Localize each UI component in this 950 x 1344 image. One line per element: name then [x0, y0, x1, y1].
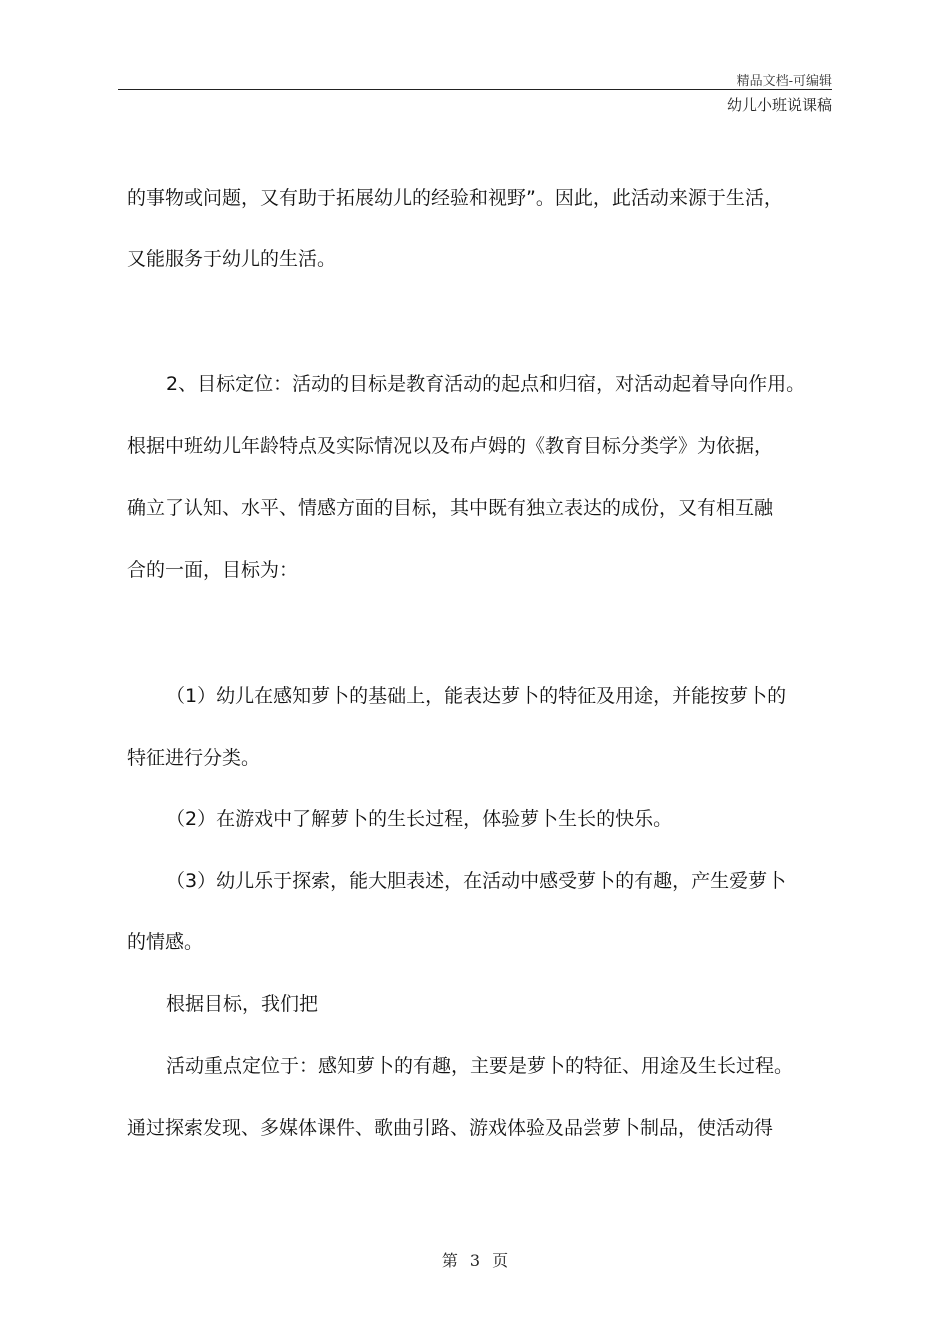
page-footer: [0, 1248, 950, 1271]
body-line: （1）幼儿在感知萝卜的基础上，能表达萝卜的特征及用途，并能按萝卜的: [166, 685, 787, 707]
page-label-prefix: 第: [441, 1251, 458, 1270]
body-line: 2、目标定位：活动的目标是教育活动的起点和归宿，对活动起着导向作用。: [166, 373, 806, 395]
header-note: 精品文档-可编辑: [736, 74, 832, 89]
body-line: 又能服务于幼儿的生活。: [127, 248, 337, 270]
body-line: （2）在游戏中了解萝卜的生长过程，体验萝卜生长的快乐。: [166, 808, 673, 830]
body-line: （3）幼儿乐于探索，能大胆表述，在活动中感受萝卜的有趣，产生爱萝卜: [166, 870, 787, 892]
document-title: 幼儿小班说课稿: [726, 96, 832, 114]
header-divider: [118, 89, 832, 90]
body-line: 通过探索发现、多媒体课件、歌曲引路、游戏体验及品尝萝卜制品，使活动得: [127, 1117, 774, 1139]
body-line: 的情感。: [127, 931, 204, 953]
body-line: 的事物或问题，又有助于拓展幼儿的经验和视野”。因此，此活动来源于生活，: [127, 187, 783, 209]
body-line: 确立了认知、水平、情感方面的目标，其中既有独立表达的成份，又有相互融: [127, 497, 774, 519]
page-number: 3: [469, 1251, 481, 1270]
body-line: 根据中班幼儿年龄特点及实际情况以及布卢姆的《教育目标分类学》为依据，: [127, 435, 774, 457]
body-line: 活动重点定位于：感知萝卜的有趣，主要是萝卜的特征、用途及生长过程。: [166, 1055, 794, 1077]
page-label-suffix: 页: [492, 1251, 509, 1270]
body-line: 合的一面，目标为：: [127, 559, 299, 581]
body-line: 根据目标，我们把: [166, 993, 319, 1015]
body-line: 特征进行分类。: [127, 747, 261, 769]
